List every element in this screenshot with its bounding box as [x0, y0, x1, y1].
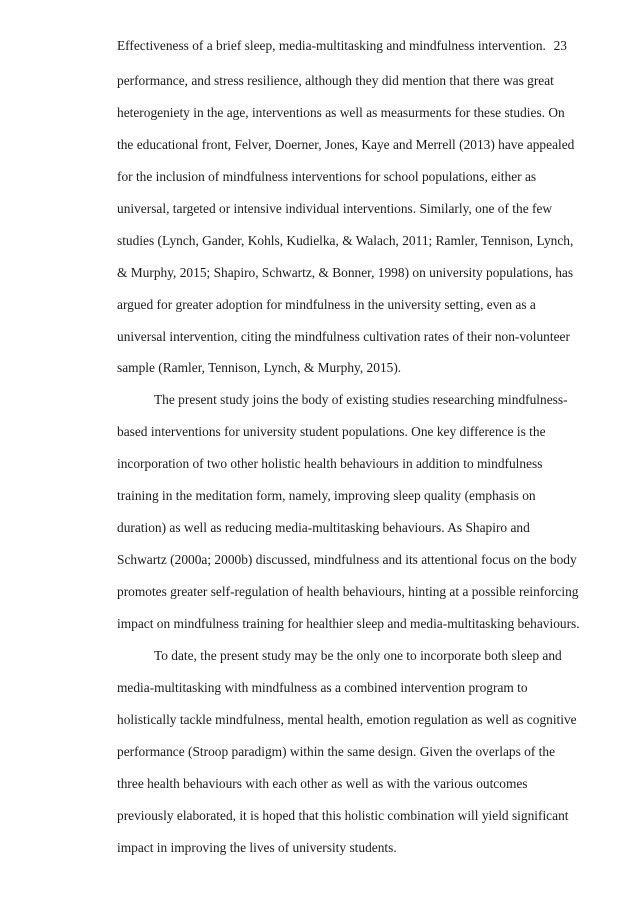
text-line: performance, and stress resilience, although they did mention that there was great [117, 73, 554, 88]
body-text [117, 71, 580, 869]
text-line: duration) as well as reducing media-multitasking behaviours. As Shapiro and [117, 520, 530, 536]
text-line: for the inclusion of mindfulness interventions for school populations, either as [117, 168, 537, 184]
text-line: sample (Ramler, Tennison, Lynch, & Murphy, 2015). [117, 360, 402, 376]
text-line: three health behaviours with each other as well as with the various outcomes [117, 775, 528, 791]
text-line: previously elaborated, it is hoped that this holistic combination will yield significant [117, 807, 569, 823]
text-line: studies (Lynch, Gander, Kohls, Kudielka, & Walach, 2011; Ramler, Tennison, Lynch, [117, 232, 574, 248]
text-line: impact on mindfulness training for healthier sleep and media-multitasking behaviours. [117, 615, 580, 631]
text-line: training in the meditation form, namely, improving sleep quality (emphasis on [117, 488, 536, 504]
paragraph-start-line: The present study joins the body of existing studies researching mindfulness- [154, 392, 568, 408]
paragraph-start-line: To date, the present study may be the only one to incorporate both sleep and [154, 647, 562, 663]
text-line: universal intervention, citing the mindfulness cultivation rates of their non-volunteer [117, 328, 570, 344]
text-line: holistically tackle mindfulness, mental health, emotion regulation as well as cognitive [117, 711, 577, 727]
text-line: promotes greater self-regulation of health behaviours, hinting at a possible reinforcing [117, 584, 579, 599]
page-number: 23 [553, 38, 567, 53]
text-line: based interventions for university student populations. One key difference is the [117, 424, 546, 440]
text-line: & Murphy, 2015; Shapiro, Schwartz, & Bonner, 1998) on university populations, has [117, 264, 574, 280]
text-line: Schwartz (2000a; 2000b) discussed, mindfulness and its attentional focus on the body [117, 552, 577, 568]
text-line: incorporation of two other holistic health behaviours in addition to mindfulness [117, 456, 543, 472]
text-line: argued for greater adoption for mindfulness in the university setting, even as a [117, 296, 536, 312]
text-line: universal, targeted or intensive individual interventions. Similarly, one of the few [117, 200, 553, 216]
text-line: performance (Stroop paradigm) within the same design. Given the overlaps of the [117, 743, 556, 759]
running-head [117, 36, 567, 56]
text-line: media-multitasking with mindfulness as a combined intervention program to [117, 679, 528, 695]
text-line: the educational front, Felver, Doerner, Jones, Kaye and Merrell (2013) have appealed [117, 136, 575, 152]
text-line: impact in improving the lives of university students. [117, 839, 397, 855]
running-head-title: Effectiveness of a brief sleep, media-multitasking and mindfulness intervention. [117, 38, 546, 53]
text-line: heterogeniety in the age, interventions as well as measurments for these studies. On [117, 104, 565, 120]
